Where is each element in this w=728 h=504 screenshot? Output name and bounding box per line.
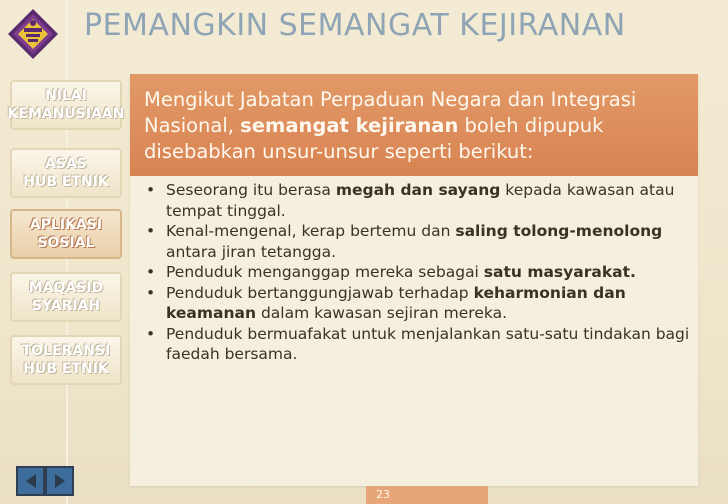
slide-title: PEMANGKIN SEMANGAT KEJIRANAN xyxy=(84,8,626,43)
nav-label: APLIKASI SOSIAL xyxy=(29,217,103,251)
slide-navigation xyxy=(16,466,74,496)
list-item: • Seseorang itu berasa megah dan sayang kepada kawasan atau tempat tinggal. xyxy=(146,181,675,220)
next-slide-button[interactable] xyxy=(45,466,74,496)
arrow-right-icon xyxy=(51,472,69,490)
nav-label: NILAI KEMANUSIAAN xyxy=(7,88,125,122)
nav-button-asas-hub-etnik[interactable] xyxy=(10,148,122,198)
intro-text: Mengikut Jabatan Perpaduan Negara dan Integrasi Nasional, xyxy=(144,88,637,137)
nav-button-nilai-kemanusiaan[interactable] xyxy=(7,80,125,130)
arrow-left-icon xyxy=(22,472,40,490)
nav-label: TOLERANSI HUB ETNIK xyxy=(21,343,111,377)
intro-bold: semangat kejiranan xyxy=(240,114,459,137)
list-item: • Penduduk bertanggungjawab terhadap keharmonian dan keamanan dalam kawasan sejiran mereka. xyxy=(146,283,626,322)
intro-text-end: boleh dipupuk disebabkan unsur-unsur seperti berikut: xyxy=(144,114,604,163)
nav-label: MAQASID SYARIAH xyxy=(28,280,104,314)
nav-button-toleransi-hub-etnik[interactable] xyxy=(10,335,122,385)
bullet-list xyxy=(140,180,696,365)
nav-button-maqasid-syariah[interactable] xyxy=(10,272,122,322)
nav-button-aplikasi-sosial[interactable] xyxy=(10,209,122,259)
content-intro xyxy=(130,74,698,176)
prev-slide-button[interactable] xyxy=(16,466,45,496)
page-number: 23 xyxy=(366,486,488,504)
list-item: • Penduduk bermuafakat untuk menjalankan satu-satu tindakan bagi faedah bersama. xyxy=(146,324,690,363)
list-item: • Kenal-mengenal, kerap bertemu dan saling tolong-menolong antara jiran tetangga. xyxy=(146,222,663,261)
nav-label: ASAS HUB ETNIK xyxy=(23,156,109,190)
list-item: • Penduduk menganggap mereka sebagai satu masyarakat. xyxy=(146,263,636,281)
university-logo xyxy=(6,8,60,60)
